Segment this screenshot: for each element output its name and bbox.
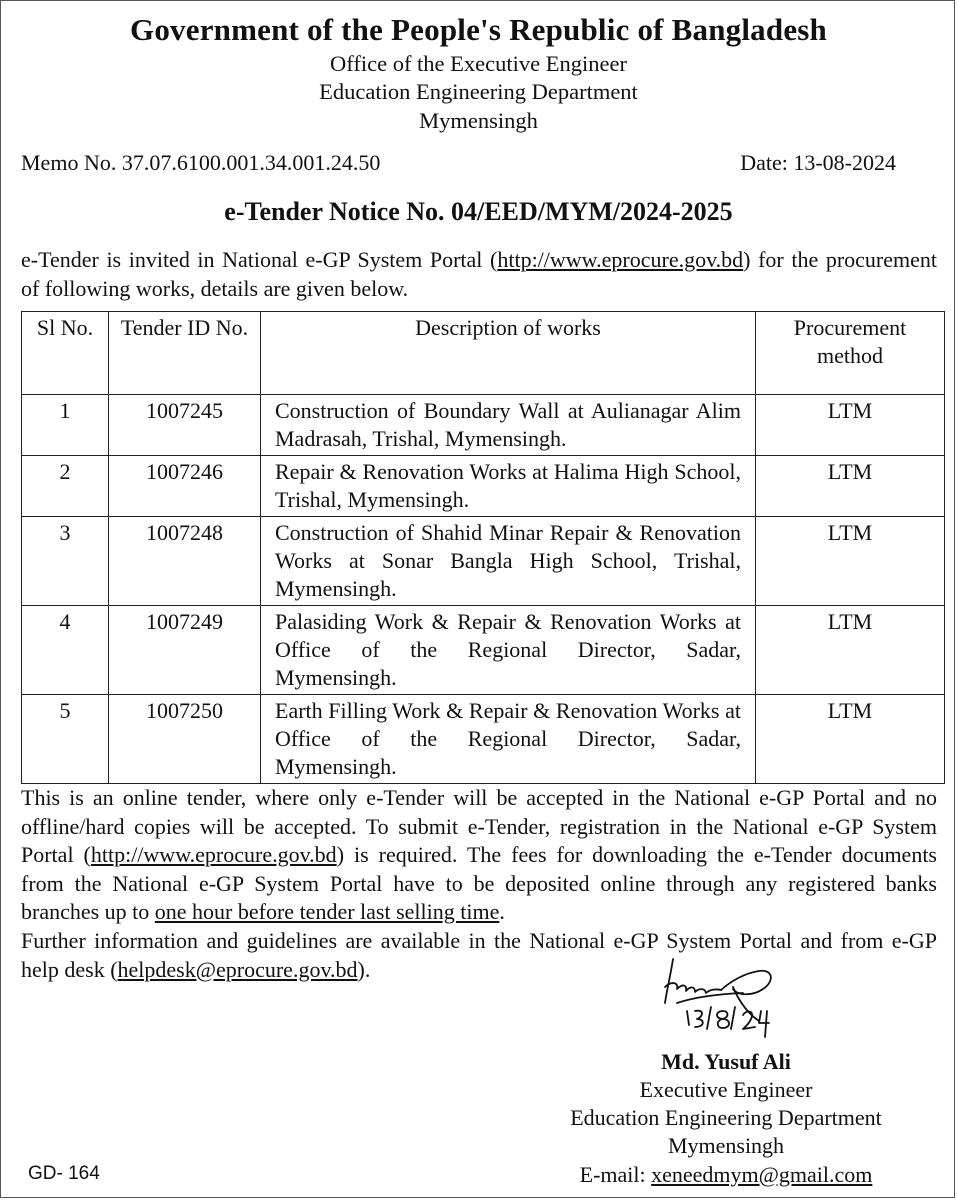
helpdesk-text-a: Further information and guidelines are available in the National e-GP System Portal and from e-GP help desk (: [21, 927, 937, 982]
signatory-designation: Executive Engineer: [639, 1077, 813, 1103]
table-row: [22, 456, 945, 517]
cell-method: LTM: [756, 395, 945, 456]
intro-paragraph: [21, 246, 937, 303]
header-method: Procurement method: [756, 312, 945, 395]
cell-description: Construction of Boundary Wall at Aulianagar Alim Madrasah, Trishal, Mymensingh.: [261, 395, 756, 456]
cell-method: LTM: [756, 606, 945, 695]
terms-text-b: ) is required. The fees for downloading the e-Tender documents from the National e-GP System Portal have to be deposited online through any registered banks branches up to: [21, 842, 937, 925]
terms-text: [21, 784, 937, 984]
deadline-note: one hour before tender last selling time: [154, 899, 500, 925]
terms-paragraph: [21, 784, 937, 927]
cell-sl: 1: [22, 395, 109, 456]
signatory-name: Md. Yusuf Ali: [661, 1049, 791, 1074]
table-header-row: [22, 312, 945, 395]
cell-tender-id: 1007245: [109, 395, 261, 456]
cell-tender-id: 1007250: [109, 695, 261, 784]
cell-sl: 2: [22, 456, 109, 517]
helpdesk-text-b: ).: [357, 956, 371, 982]
cell-description: Palasiding Work & Repair & Renovation Works at Office of the Regional Director, Sadar, Mymensingh.: [261, 606, 756, 695]
cell-sl: 4: [22, 606, 109, 695]
cell-sl: 3: [22, 517, 109, 606]
helpdesk-paragraph: [21, 927, 937, 984]
cell-tender-id: 1007246: [109, 456, 261, 517]
memo-number: Memo No. 37.07.6100.001.34.001.24.50: [21, 150, 381, 175]
email-label: E-mail:: [579, 1161, 652, 1187]
handwritten-signature: [651, 951, 796, 1046]
intro-text-before: e-Tender is invited in National e-GP System Portal (: [21, 247, 498, 272]
header-tender-id: Tender ID No.: [109, 312, 261, 395]
table-row: [22, 606, 945, 695]
header-description: Description of works: [261, 312, 756, 395]
portal-link[interactable]: http://www.eprocure.gov.bd: [497, 247, 744, 272]
footer-code: GD- 164: [28, 1163, 100, 1184]
cell-method: LTM: [756, 517, 945, 606]
portal-link[interactable]: http://www.eprocure.gov.bd: [90, 842, 337, 868]
government-title: Government of the People's Republic of Bangladesh: [130, 12, 827, 47]
table-row: [22, 695, 945, 784]
table-row: [22, 395, 945, 456]
signatory-email-line: [481, 1161, 957, 1189]
cell-method: LTM: [756, 456, 945, 517]
tender-table: [21, 311, 945, 784]
helpdesk-email-link[interactable]: helpdesk@eprocure.gov.bd: [117, 956, 358, 982]
header-sl: Sl No.: [22, 312, 109, 395]
intro-text-after: ) for the procurement of following works, details are given below.: [21, 247, 937, 301]
table-row: [22, 517, 945, 606]
terms-text-a: This is an online tender, where only e-Tender will be accepted in the National e-GP Portal and no offline/hard copies will be accepted. To submit e-Tender, registration in the National e-GP System Portal (: [21, 785, 937, 868]
terms-text-c: .: [499, 899, 505, 925]
cell-sl: 5: [22, 695, 109, 784]
signatory-email-link[interactable]: xeneedmym@gmail.com: [651, 1161, 873, 1187]
cell-tender-id: 1007248: [109, 517, 261, 606]
memo-row: [21, 150, 896, 176]
cell-description: Construction of Shahid Minar Repair & Renovation Works at Sonar Bangla High School, Trishal, Mymensingh.: [261, 517, 756, 606]
signatory-location: Mymensingh: [667, 1133, 785, 1159]
cell-description: Repair & Renovation Works at Halima High School, Trishal, Mymensingh.: [261, 456, 756, 517]
office-name: Office of the Executive Engineer: [330, 50, 627, 76]
letterhead: [1, 11, 956, 135]
department-name: Education Engineering Department: [319, 79, 638, 105]
cell-description: Earth Filling Work & Repair & Renovation Works at Office of the Regional Director, Sadar, Mymensingh.: [261, 695, 756, 784]
cell-method: LTM: [756, 695, 945, 784]
signature-block: [481, 1048, 957, 1189]
signatory-department: Education Engineering Department: [570, 1105, 882, 1131]
cell-tender-id: 1007249: [109, 606, 261, 695]
memo-date: Date: 13-08-2024: [740, 150, 896, 175]
location-name: Mymensingh: [419, 107, 538, 133]
notice-title: e-Tender Notice No. 04/EED/MYM/2024-2025: [224, 197, 733, 226]
